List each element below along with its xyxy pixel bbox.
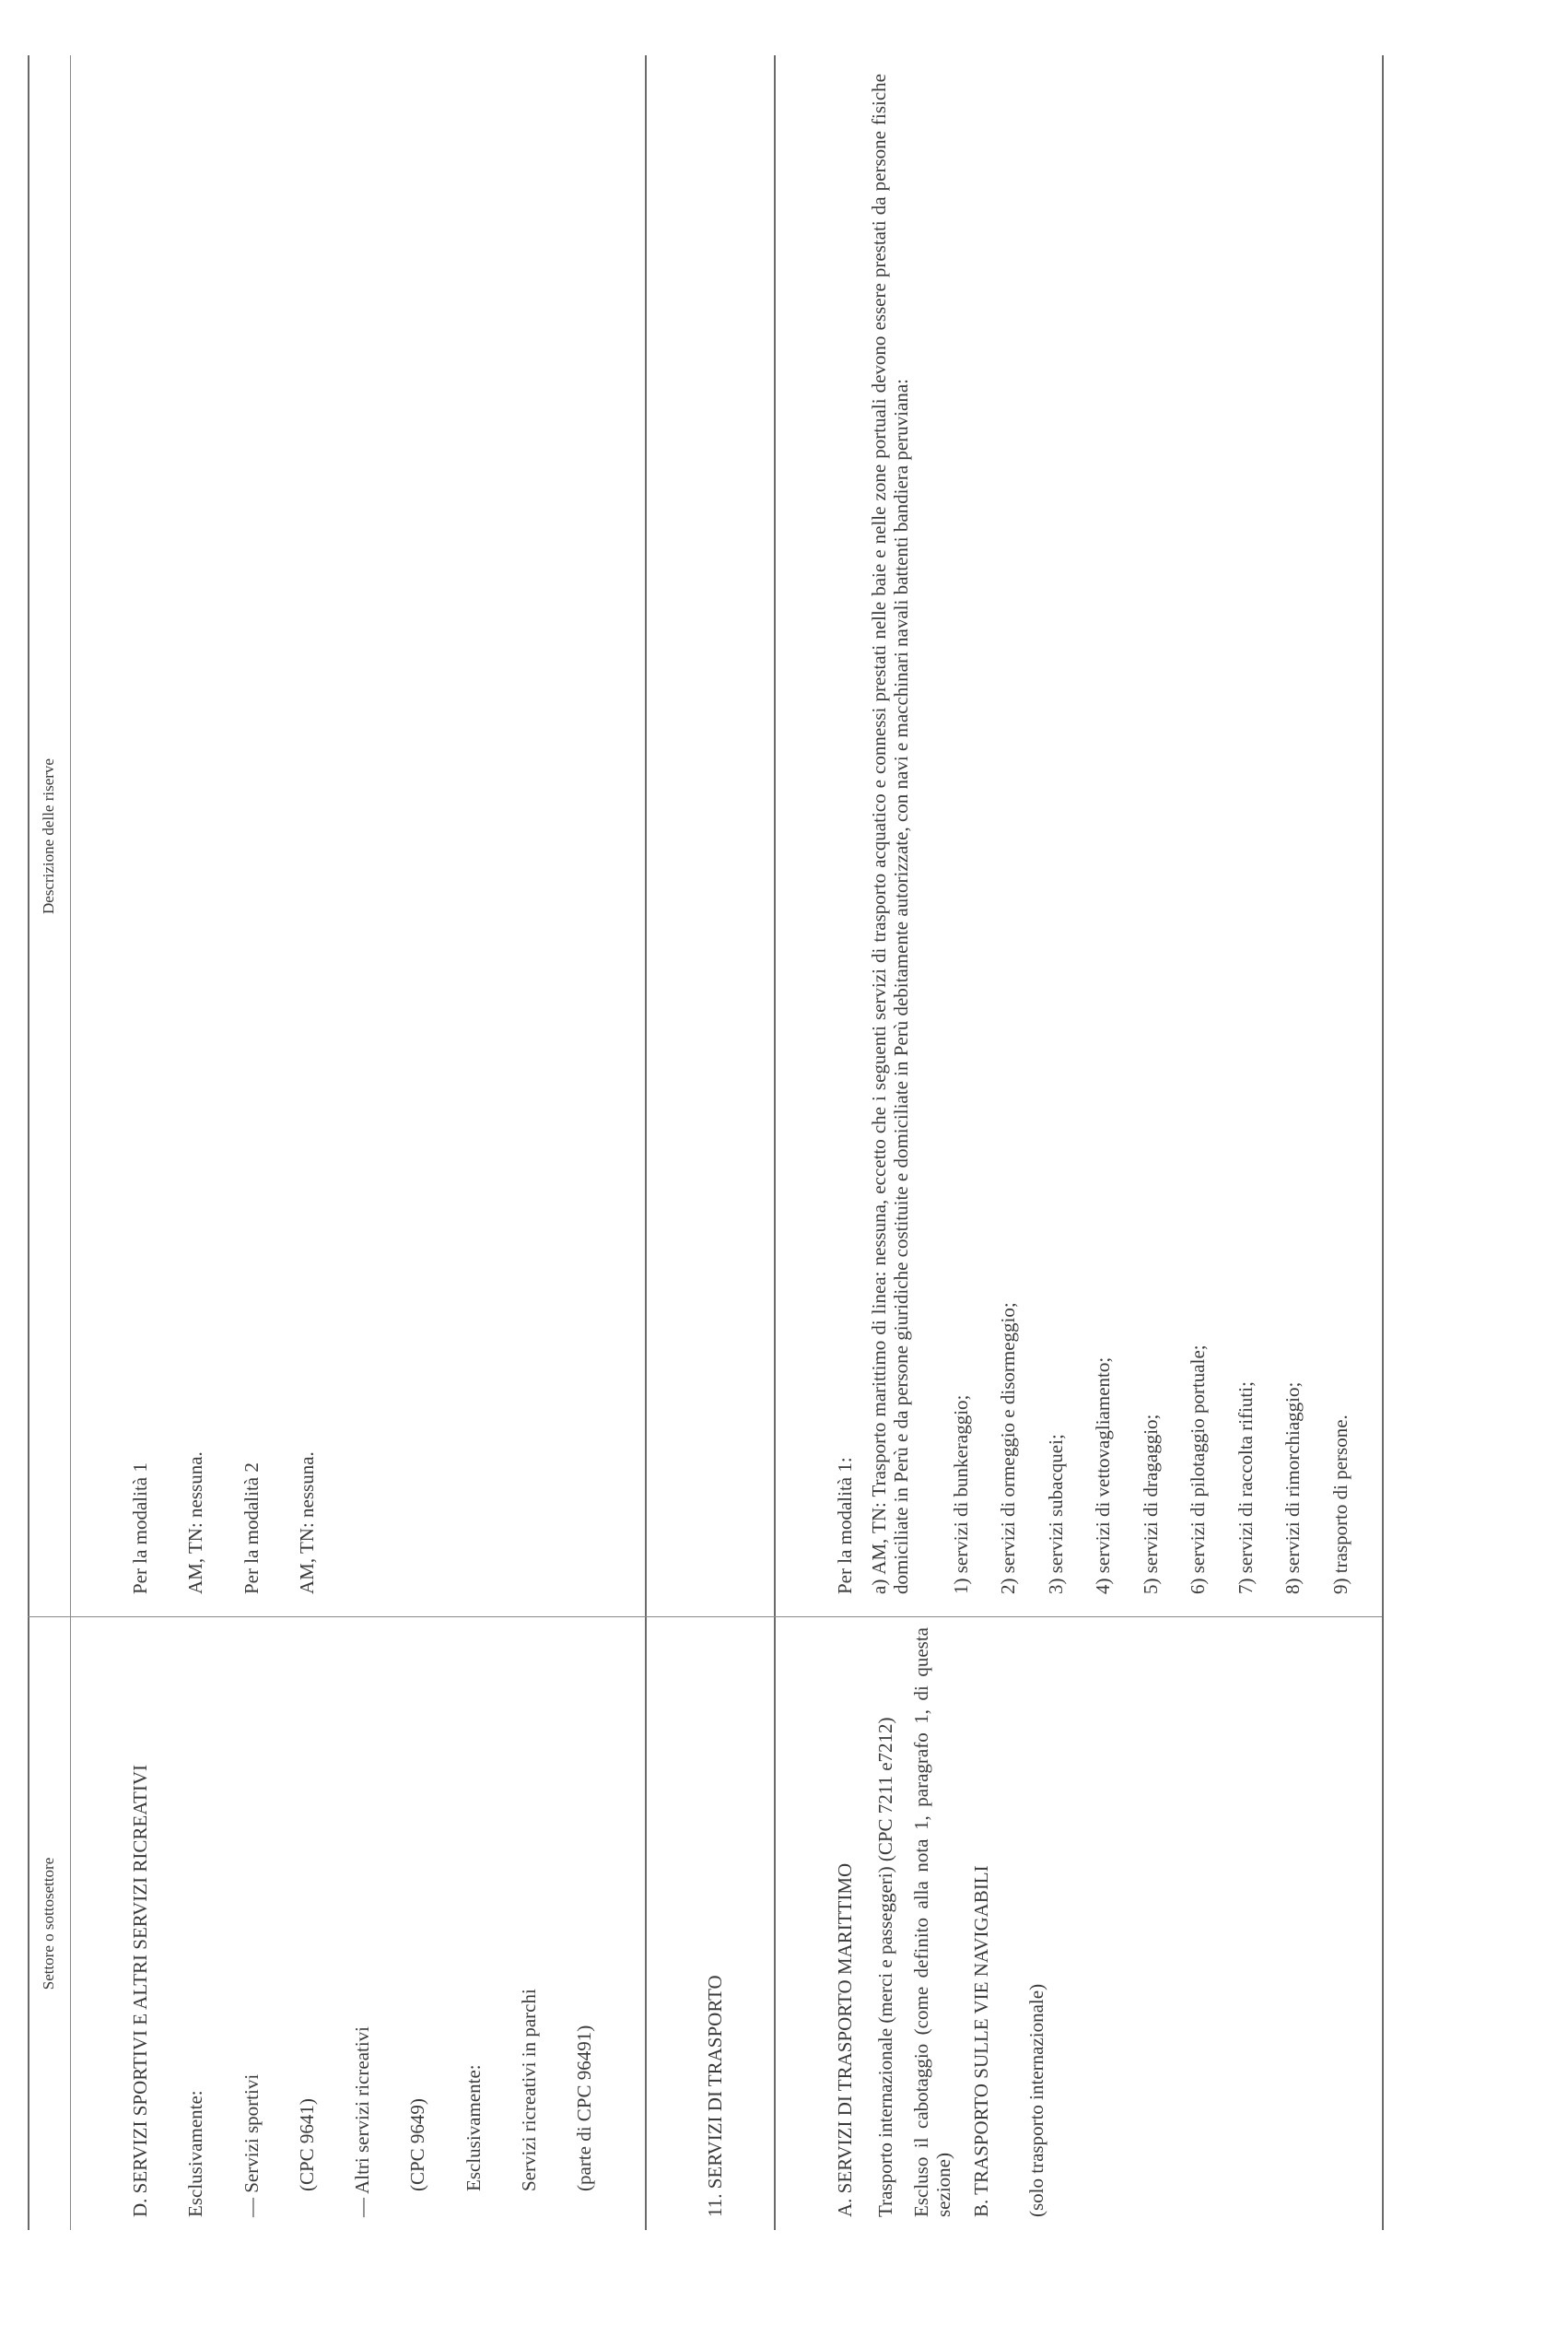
reservation-line: AM, TN: nessuna.: [184, 1451, 206, 1594]
section-title-b: B. TRASPORTO SULLE VIE NAVIGABILI: [970, 1865, 992, 2217]
sector-item: Esclusivamente:: [184, 2090, 206, 2217]
sector-item: — Altri servizi ricreativi: [351, 2025, 373, 2217]
reservation-line: Per la modalità 1: [129, 1462, 151, 1594]
column-header-description: Descrizione delle riserve: [40, 758, 57, 914]
section-title-11: 11. SERVIZI DI TRASPORTO: [704, 1975, 726, 2217]
row-separator-rule: [645, 55, 647, 2230]
service-item: 9) trasporto di persone.: [1329, 1415, 1352, 1594]
service-item: 3) servizi subacquei;: [1045, 1434, 1067, 1594]
sector-item: — Servizi sportivi: [240, 2073, 263, 2217]
sector-item: Esclusivamente:: [462, 2064, 485, 2191]
reservation-modality: Per la modalità 1:: [834, 1457, 856, 1594]
rotated-table: [28, 55, 1382, 2230]
reservation-line: Per la modalità 2: [240, 1462, 263, 1594]
service-item: 7) servizi di raccolta rifiuti;: [1235, 1381, 1257, 1594]
sector-item: (CPC 9649): [406, 2098, 428, 2191]
sector-item: Servizi ricreativi in parchi: [518, 1989, 540, 2191]
reservation-line: AM, TN: nessuna.: [296, 1451, 318, 1594]
sector-item: (parte di CPC 96491): [573, 2025, 595, 2191]
column-header-sector: Settore o sottosettore: [40, 1857, 57, 1990]
service-item: 8) servizi di rimorchiaggio;: [1281, 1381, 1304, 1594]
table-bottom-rule: [1382, 55, 1384, 2230]
service-item: 6) servizi di pilotaggio portuale;: [1187, 1344, 1209, 1594]
reservation-paragraph: a) AM, TN: Trasporto marittimo di linea: nessuna, eccetto che i seguenti servizi di trasporto acquatico e connessi prestati nelle baie e nelle zone portuali devono essere prestati da persone fisiche domiciliate in Perù e da persone giuridiche costituite e domiciliate in Perù debitamente autorizzate, con navi e macchinari navali battenti bandiera peruviana:: [868, 74, 912, 1594]
sector-line-cabotage: Escluso il cabotaggio (come definito alla nota 1, paragrafo 1, di questa sezione): [910, 1627, 954, 2217]
header-bottom-rule: [70, 55, 71, 2230]
section-title-d: D. SERVIZI SPORTIVI E ALTRI SERVIZI RICREATIVI: [129, 1764, 151, 2217]
sector-line: Trasporto internazionale (merci e passeggeri) (CPC 7211 e7212): [874, 1717, 896, 2217]
column-divider: [28, 1616, 1382, 1617]
service-item: 5) servizi di dragaggio;: [1140, 1414, 1162, 1594]
service-item: 2) servizi di ormeggio e disormeggio;: [997, 1302, 1019, 1594]
sector-item: (CPC 9641): [296, 2098, 318, 2191]
row-separator-rule: [774, 55, 776, 2230]
service-item: 1) servizi di bunkeraggio;: [950, 1394, 972, 1594]
section-title-a: A. SERVIZI DI TRASPORTO MARITTIMO: [834, 1862, 856, 2217]
sector-line: (solo trasporto internazionale): [1025, 1983, 1047, 2217]
service-item: 4) servizi di vettovagliamento;: [1092, 1356, 1114, 1594]
